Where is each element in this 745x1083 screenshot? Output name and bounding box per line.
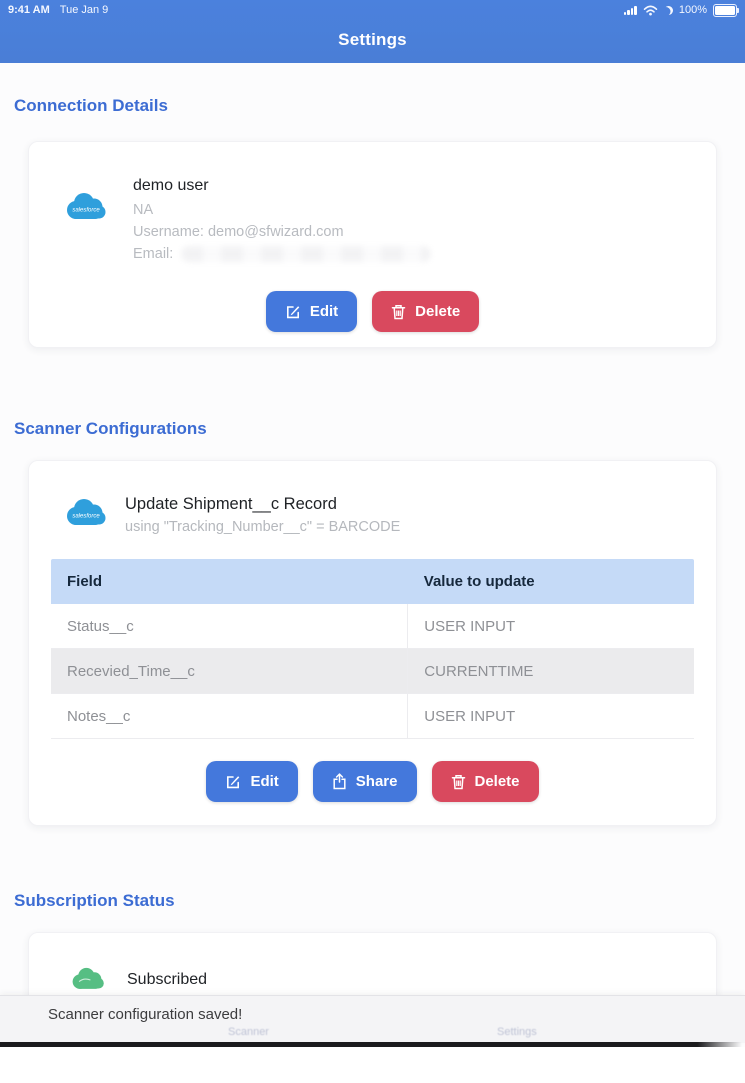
- tab-item-settings[interactable]: Settings: [497, 1026, 537, 1038]
- bottom-margin: [0, 1047, 745, 1083]
- table-row: [51, 604, 694, 649]
- user-org: NA: [133, 202, 154, 218]
- config-subtitle: using "Tracking_Number__c" = BARCODE: [125, 519, 401, 535]
- edit-config-button[interactable]: Edit: [206, 761, 297, 802]
- config-title: Update Shipment__c Record: [125, 495, 337, 513]
- delete-connection-button[interactable]: Delete: [372, 291, 479, 332]
- trash-icon: [451, 774, 466, 790]
- crescent-moon-icon: [664, 6, 673, 15]
- toast-message: Scanner configuration saved!: [48, 1006, 243, 1023]
- share-icon: [332, 773, 347, 790]
- battery-icon: [713, 4, 737, 17]
- column-header-field: Field: [51, 559, 408, 604]
- field-mapping-table: [51, 559, 694, 739]
- value-cell: CURRENTTIME: [408, 649, 694, 694]
- column-header-value: Value to update: [408, 559, 694, 604]
- trash-icon: [391, 304, 406, 320]
- subscription-status-label: Subscribed: [127, 971, 208, 988]
- connection-card: [28, 141, 717, 348]
- value-cell: USER INPUT: [408, 604, 694, 649]
- content-area: [0, 63, 745, 1044]
- svg-text:salesforce: salesforce: [72, 513, 100, 520]
- section-heading-subscription: Subscription Status: [14, 891, 175, 910]
- table-row: [51, 649, 694, 694]
- date-label: Tue Jan 9: [59, 4, 109, 16]
- edit-icon: [285, 304, 301, 320]
- user-name: demo user: [133, 177, 209, 194]
- edit-connection-button[interactable]: Edit: [266, 291, 357, 332]
- clock-label: 9:41 AM: [8, 4, 50, 16]
- wifi-icon: [643, 5, 658, 16]
- user-username: Username: demo@sfwizard.com: [133, 223, 344, 240]
- field-cell: Recevied_Time__c: [51, 649, 408, 694]
- delete-config-button[interactable]: Delete: [432, 761, 539, 802]
- tab-item-scanner[interactable]: Scanner: [228, 1026, 269, 1038]
- email-label: Email:: [133, 245, 174, 262]
- value-cell: USER INPUT: [408, 694, 694, 739]
- section-heading-scanner: Scanner Configurations: [14, 419, 207, 438]
- nav-bar: [0, 0, 745, 63]
- page-title: Settings: [338, 30, 407, 49]
- cellular-signal-icon: [624, 5, 637, 15]
- salesforce-logo-icon: [65, 192, 107, 224]
- section-heading-connection: Connection Details: [14, 96, 168, 115]
- table-row: [51, 694, 694, 739]
- field-cell: Notes__c: [51, 694, 408, 739]
- field-cell: Status__c: [51, 604, 408, 649]
- scanner-config-card: [28, 460, 717, 826]
- salesforce-logo-icon: [65, 497, 107, 531]
- status-bar: [0, 2, 745, 18]
- share-config-button[interactable]: Share: [313, 761, 417, 802]
- table-header-row: [51, 559, 694, 604]
- svg-text:salesforce: salesforce: [72, 207, 100, 214]
- edit-icon: [225, 774, 241, 790]
- email-redacted-blur: [181, 246, 431, 262]
- tab-bar: [0, 1026, 745, 1040]
- subscribed-cloud-icon: [71, 967, 105, 993]
- battery-percent-label: 100%: [678, 4, 707, 16]
